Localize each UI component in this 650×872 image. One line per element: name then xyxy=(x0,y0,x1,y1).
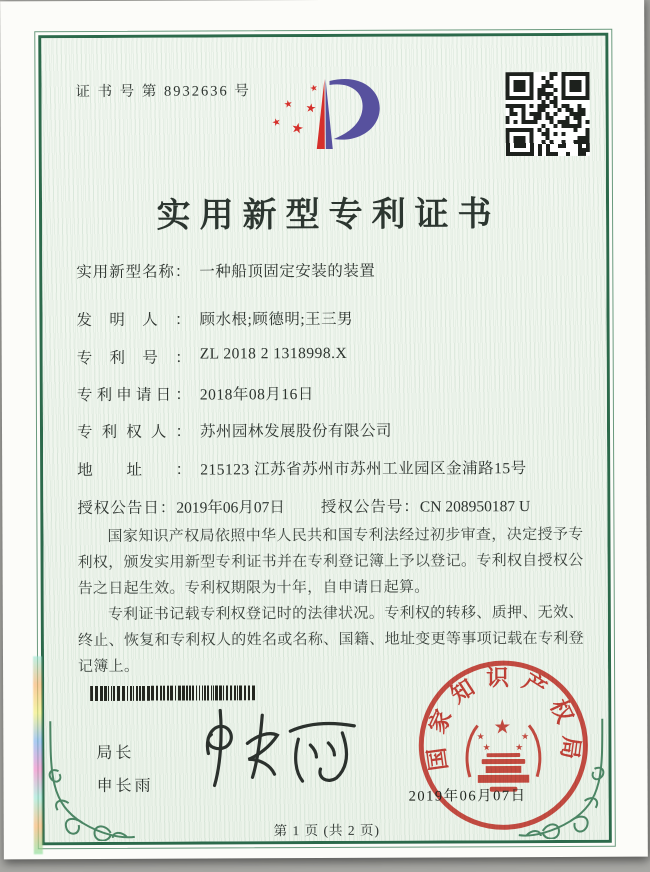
grant-no-value: CN 208950187 U xyxy=(419,498,531,516)
legal-paragraph-1: 国家知识产权局依照中华人民共和国专利法经过初步审查，决定授予专利权，颁发实用新型专利证书并在专利登记簿上予以登记。专利权自授权公告之日起生效。专利权期限为十年，自申请日起算。 xyxy=(77,526,584,598)
certificate-title: 实用新型专利证书 xyxy=(156,196,501,235)
field-value: 苏州园林发展股份有限公司 xyxy=(199,422,393,441)
corner-ornament-icon xyxy=(46,719,139,841)
svg-text:★: ★ xyxy=(308,82,319,94)
svg-text:★: ★ xyxy=(482,742,491,753)
logo-pillar-blue xyxy=(325,79,332,149)
grant-no-label: 授权公告号： xyxy=(320,498,420,517)
seal-date: 2019年06月07日 xyxy=(408,788,527,805)
field-row-inventor xyxy=(76,307,353,330)
outer-frame xyxy=(34,29,616,850)
field-label: 专利权人： xyxy=(76,423,192,442)
inner-frame xyxy=(38,33,612,845)
svg-text:★: ★ xyxy=(304,100,318,116)
grant-date-value: 2019年06月07日 xyxy=(176,499,285,517)
svg-text:★: ★ xyxy=(515,742,524,753)
field-value: ZL 2018 2 1318998.X xyxy=(199,344,348,363)
certificate-content xyxy=(41,36,609,842)
svg-text:★: ★ xyxy=(270,116,283,130)
field-label: 专利申请日： xyxy=(76,386,191,405)
svg-text:★: ★ xyxy=(521,731,530,742)
field-label: 地址： xyxy=(77,461,192,480)
svg-text:★: ★ xyxy=(282,98,294,111)
field-value: 顾水根;顾德明;王三男 xyxy=(199,310,354,329)
field-label: 实用新型名称： xyxy=(76,263,191,282)
cnipa-logo-icon xyxy=(269,71,391,168)
logo-p-bowl xyxy=(329,79,379,140)
svg-text:★: ★ xyxy=(476,731,485,742)
svg-text:★: ★ xyxy=(493,716,512,739)
field-row-grant xyxy=(77,494,530,518)
holographic-strip xyxy=(33,656,43,854)
field-label: 发明人： xyxy=(76,311,191,330)
grant-date-label: 授权公告日： xyxy=(77,499,177,518)
field-row-name xyxy=(76,259,375,282)
field-row-patentee xyxy=(77,419,392,442)
field-row-patent-no xyxy=(77,345,348,368)
certificate-number: 证 书 号 第 8932636 号 xyxy=(75,83,251,101)
field-value: 215123 江苏省苏州市苏州工业园区金浦路15号 xyxy=(200,460,527,479)
field-value: 一种船顶固定安装的装置 xyxy=(199,262,376,281)
signature-icon xyxy=(192,695,370,804)
page-indicator: 第 1 页 (共 2 页) xyxy=(273,822,380,839)
officer-title: 局长 xyxy=(96,744,135,762)
field-row-address xyxy=(77,456,526,480)
field-row-filing-date xyxy=(77,382,314,405)
field-label: 专利号： xyxy=(76,349,191,368)
corner-ornament-icon xyxy=(514,717,607,839)
seal-ring-text: 国家知识产权局 xyxy=(422,665,585,773)
logo-stars xyxy=(270,82,319,138)
field-value: 2018年08月16日 xyxy=(199,386,314,404)
qr-code-icon xyxy=(505,72,589,156)
svg-text:★: ★ xyxy=(289,120,305,139)
legal-paragraph-2: 专利证书记载专利权登记时的法律状况。专利权的转移、质押、无效、终止、恢复和专利权人的姓名或名称、国籍、地址变更等事项记载在专利登记簿上。 xyxy=(77,604,584,676)
officer-name: 申长雨 xyxy=(96,777,154,795)
